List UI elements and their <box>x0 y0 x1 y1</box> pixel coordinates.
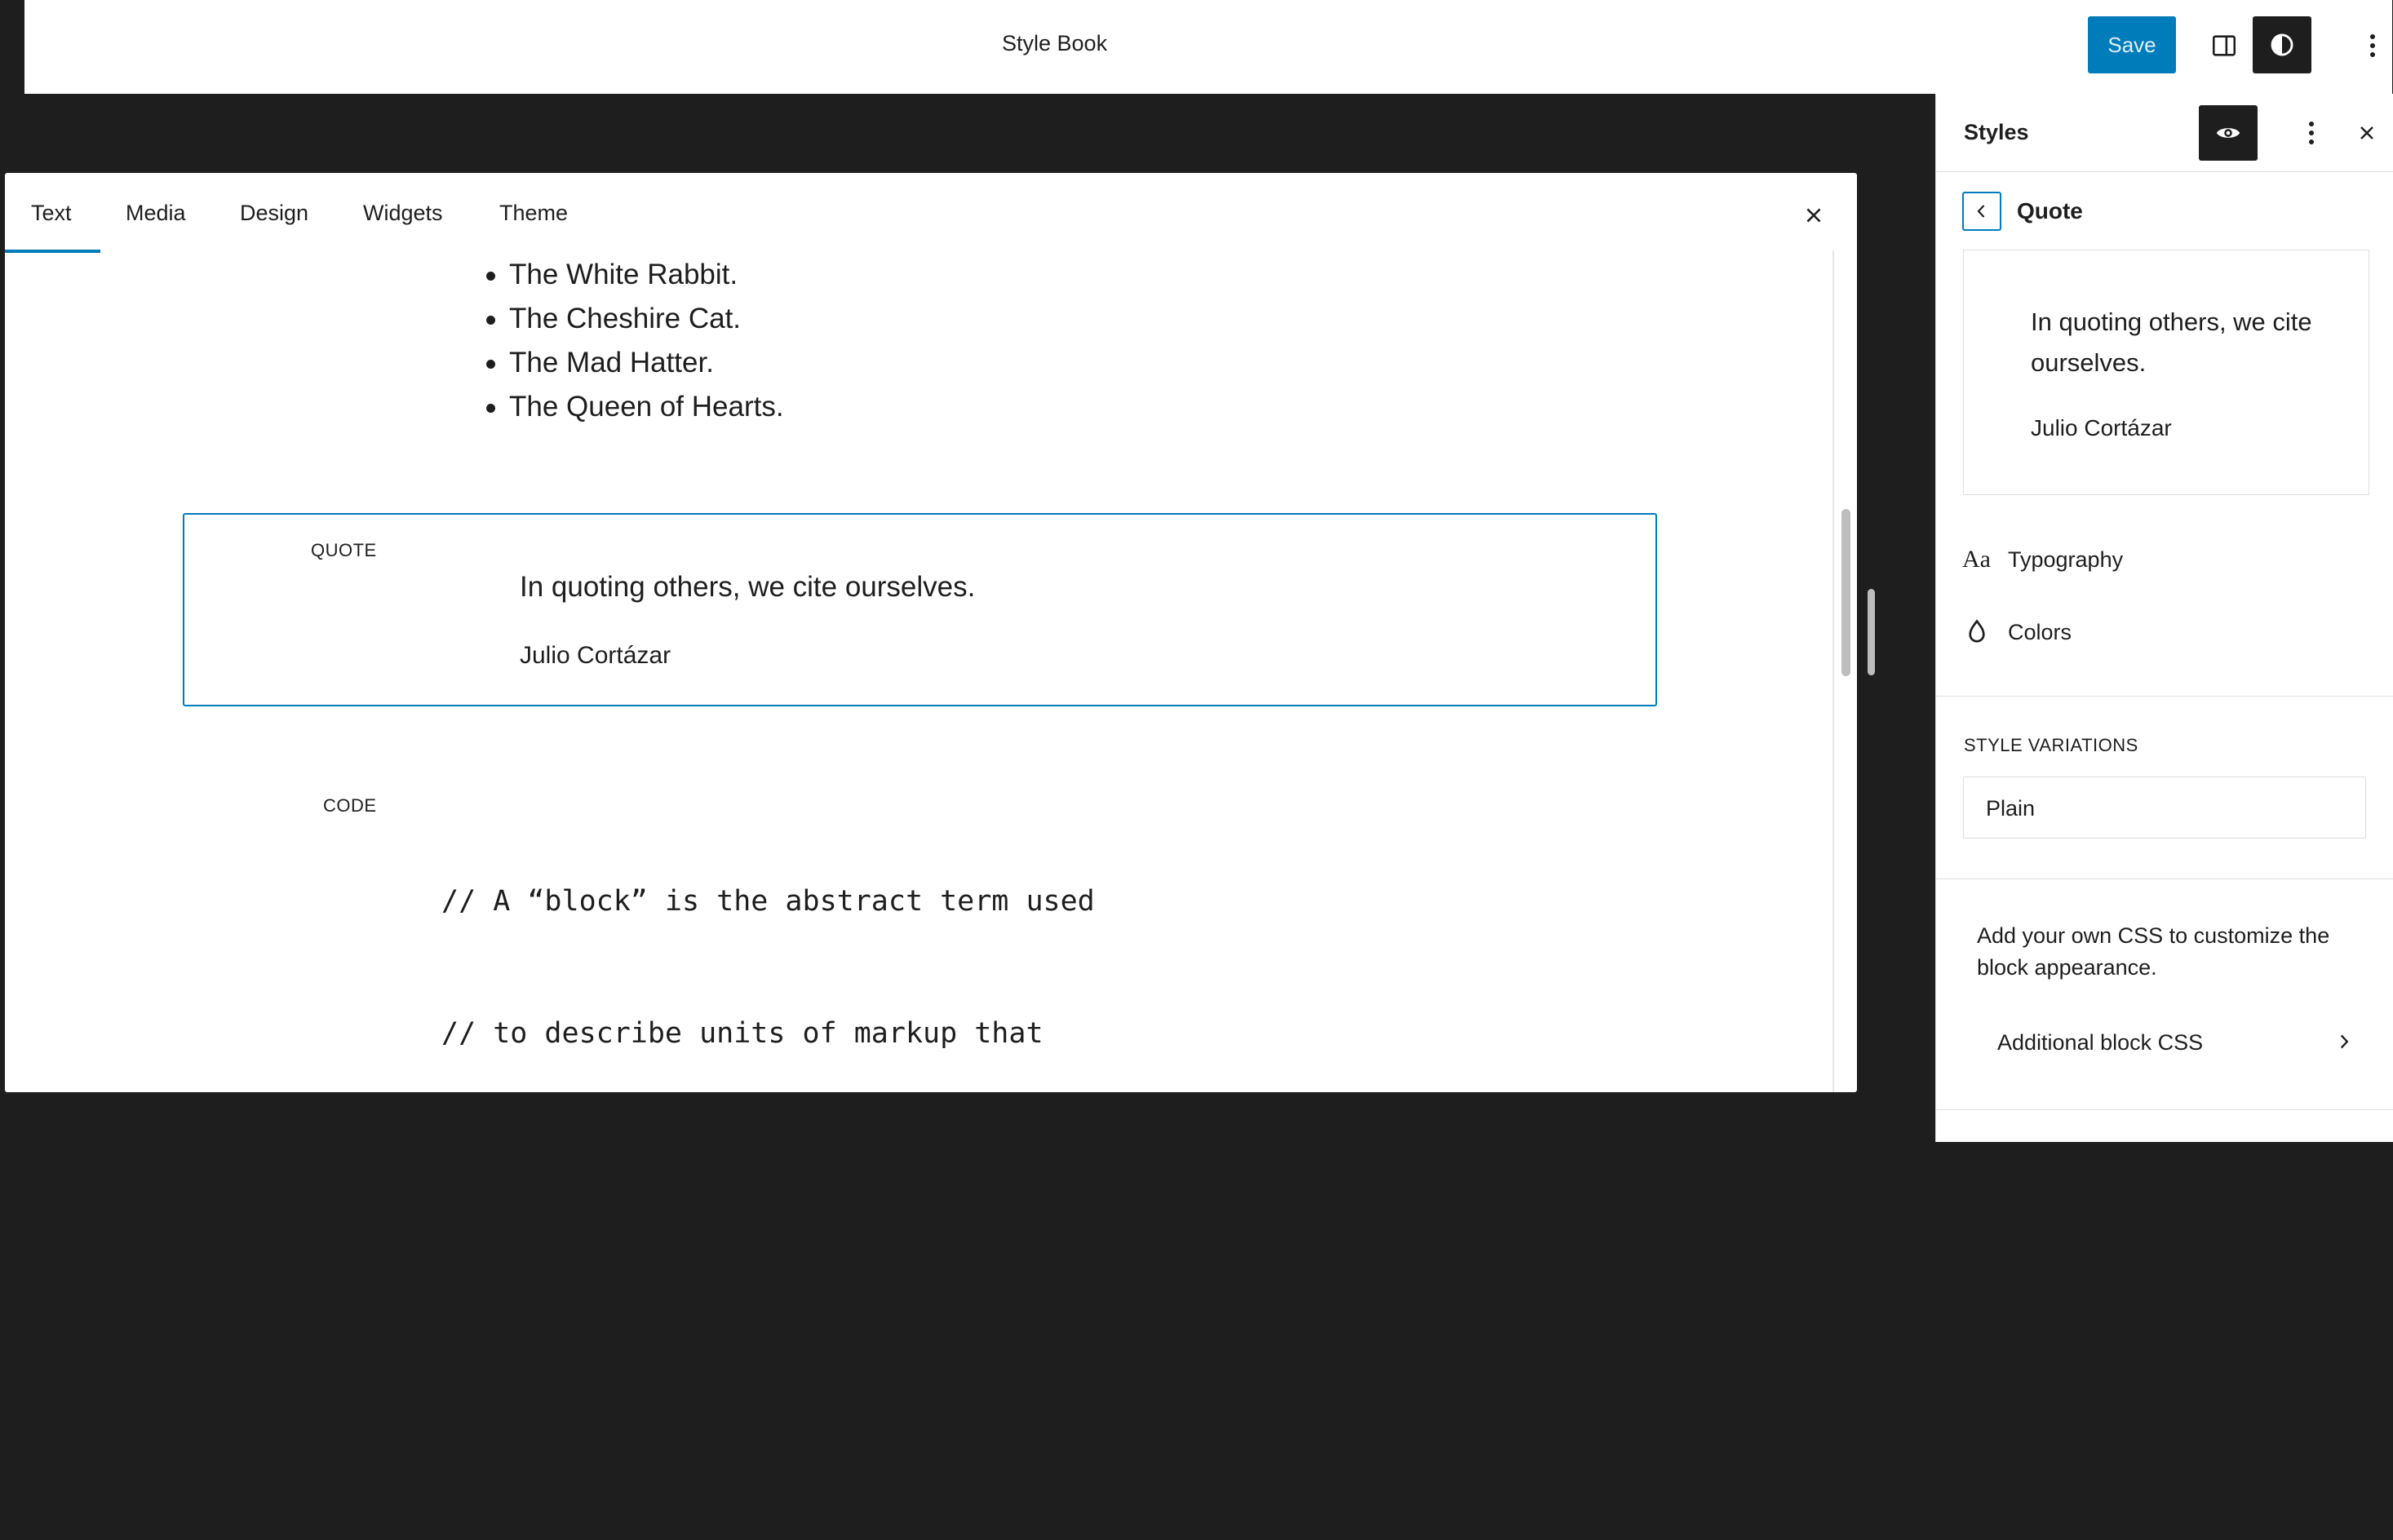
page-title: Style Book <box>1002 31 1108 55</box>
style-book-panel <box>5 173 1857 1446</box>
back-button[interactable] <box>1962 192 2001 231</box>
styles-sidebar <box>1935 94 2393 1142</box>
style-book-scrollbar-thumb[interactable] <box>1841 509 1850 676</box>
tab-theme[interactable]: Theme <box>499 201 569 225</box>
quote-text: In quoting others, we cite ourselves. <box>520 571 976 603</box>
preview-quote-citation: Julio Cortázar <box>2031 415 2172 440</box>
sidebar-header <box>1936 94 2393 172</box>
more-vertical-icon <box>2307 120 2315 146</box>
list-item: The Mad Hatter. <box>507 341 784 385</box>
nav-item-typography[interactable] <box>1962 540 2370 579</box>
save-button[interactable]: Save <box>2088 16 2176 73</box>
nav-item-label: Typography <box>2008 547 2124 572</box>
css-description: Add your own CSS to customize the block appearance. <box>1977 923 2330 980</box>
close-icon <box>1803 205 1824 226</box>
sidebar-layout-icon <box>2210 32 2238 60</box>
tab-widgets[interactable]: Widgets <box>363 201 443 225</box>
divider <box>1936 696 2393 697</box>
additional-css-chevron[interactable] <box>2328 1025 2360 1058</box>
options-menu-button[interactable] <box>2356 24 2389 67</box>
bullet-list <box>507 253 784 429</box>
close-style-book-button[interactable] <box>1796 197 1832 233</box>
droplet-icon <box>1962 617 1992 647</box>
close-sidebar-button[interactable] <box>2349 115 2385 151</box>
code-line: registerBlockType( name, settings ); <box>441 1414 1061 1446</box>
code-line: // when composed together, form the <box>441 1149 1044 1182</box>
tab-design[interactable]: Design <box>240 201 309 225</box>
list-item: The Cheshire Cat. <box>507 297 784 341</box>
nav-item-colors[interactable] <box>1962 613 2370 652</box>
code-line: // A “block” is the abstract term used <box>441 885 1095 918</box>
sidebar-title: Styles <box>1964 120 2029 144</box>
preview-quote-text: In quoting others, we cite ourselves. <box>2031 308 2312 377</box>
code-section-label: CODE <box>323 795 377 816</box>
sidebar-options-button[interactable] <box>2295 115 2328 151</box>
list-item: The White Rabbit. <box>507 253 784 297</box>
eye-icon <box>2214 119 2242 147</box>
style-variations-label: STYLE VARIATIONS <box>1964 735 2138 755</box>
code-example[interactable] <box>441 791 1095 1540</box>
close-icon <box>2357 123 2377 143</box>
style-variation-option[interactable]: Plain <box>1963 777 2366 839</box>
top-toolbar <box>24 0 2392 94</box>
additional-css-link[interactable]: Additional block CSS <box>1997 1030 2204 1055</box>
code-line: // content or layout of a page. <box>441 1281 975 1314</box>
toggle-sidebar-button[interactable] <box>2203 24 2245 67</box>
block-name: Quote <box>2017 198 2083 223</box>
divider <box>1936 878 2393 879</box>
block-preview <box>1963 250 2369 495</box>
divider <box>1936 1109 2393 1110</box>
tab-media[interactable]: Media <box>126 201 186 225</box>
quote-section-label: QUOTE <box>311 540 377 560</box>
more-vertical-icon <box>2369 33 2377 59</box>
style-book-toggle-button[interactable] <box>2199 105 2258 161</box>
nav-item-label: Colors <box>2008 619 2072 644</box>
tab-text[interactable]: Text <box>31 201 72 225</box>
chevron-left-icon <box>1972 201 1992 221</box>
typography-icon: Aa <box>1962 546 1991 573</box>
active-tab-indicator <box>5 250 100 253</box>
chevron-right-icon <box>2333 1031 2355 1052</box>
contrast-icon <box>2268 31 2296 59</box>
canvas-resize-handle[interactable] <box>1868 589 1875 675</box>
quote-citation: Julio Cortázar <box>520 642 671 669</box>
list-item: The Queen of Hearts. <box>507 385 784 429</box>
styles-button[interactable] <box>2253 16 2311 73</box>
code-line: // to describe units of markup that <box>441 1017 1044 1050</box>
quote-example[interactable] <box>183 513 1657 706</box>
